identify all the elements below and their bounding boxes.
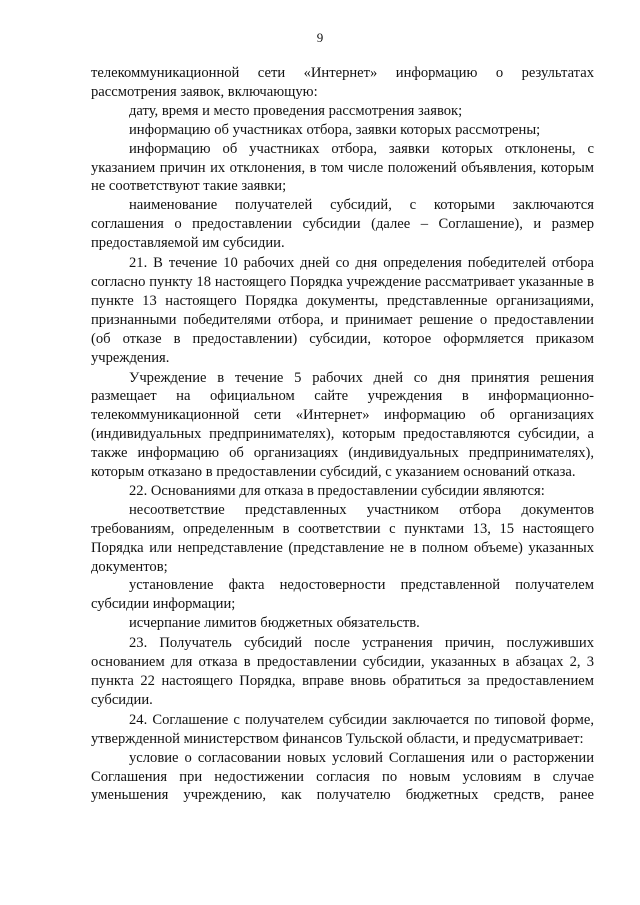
paragraph: несоответствие представленных участником отбора документов требованиям, определенным в соответствии с пунктами 13, 15 настоящего Порядка или непредставление (представление не в полном объеме) указанных документов;: [91, 501, 594, 575]
paragraph: 22. Основаниями для отказа в предоставлении субсидии являются:: [129, 482, 545, 499]
page-number: 9: [316, 30, 324, 45]
paragraph: информацию об участниках отбора, заявки которых отклонены, с указанием причин их отклонения, в том числе положений объявления, которым не соответствуют такие заявки;: [91, 140, 594, 195]
paragraph: телекоммуникационной сети «Интернет» информацию о результатах рассмотрения заявок, включающую:: [91, 65, 594, 100]
paragraph: Учреждение в течение 5 рабочих дней со дня принятия решения размещает на официальном сайте учреждения в информационно-телекоммуникационной сети «Интернет» информацию об организациях (индивидуальных предпринимателях), которым предоставляются субсидии, а также информацию об организациях (индивидуальных предпринимателях), которым отказано в предоставлении субсидий, с указанием оснований отказа.: [91, 369, 594, 481]
paragraph: 21. В течение 10 рабочих дней со дня определения победителей отбора согласно пункту 18 настоящего Порядка учреждение рассматривает указанные в пункте 13 настоящего Порядка документы, представленные организациями, признанными победителями отбора, и принимает решение о предоставлении (об отказе в предоставлении) субсидии, которое оформляется приказом учреждения.: [91, 255, 594, 366]
paragraph: 23. Получатель субсидий после устранения причин, послуживших основанием для отказа в предоставлении субсидии, указанных в абзацах 2, 3 пункта 22 настоящего Порядка, вправе вновь обратиться за предоставлением субсидии.: [91, 635, 594, 708]
document-body: [91, 64, 594, 805]
paragraph: условие о согласовании новых условий Соглашения или о расторжении Соглашения при недостижении согласия по новым условиям в случае уменьшения учреждению, как получателю бюджетных средств, ранее: [91, 749, 594, 804]
paragraph: наименование получателей субсидий, с которыми заключаются соглашения о предоставлении субсидии (далее – Соглашение), и размер предоставляемой им субсидии.: [91, 197, 594, 252]
paragraph: 24. Соглашение с получателем субсидии заключается по типовой форме, утвержденной министерством финансов Тульской области, и предусматривает:: [91, 711, 594, 747]
paragraph: установление факта недостоверности представленной получателем субсидии информации;: [91, 577, 594, 613]
paragraph: дату, время и место проведения рассмотрения заявок;: [129, 102, 463, 119]
paragraph: информацию об участниках отбора, заявки которых рассмотрены;: [129, 121, 541, 138]
paragraph: исчерпание лимитов бюджетных обязательств.: [129, 615, 420, 632]
